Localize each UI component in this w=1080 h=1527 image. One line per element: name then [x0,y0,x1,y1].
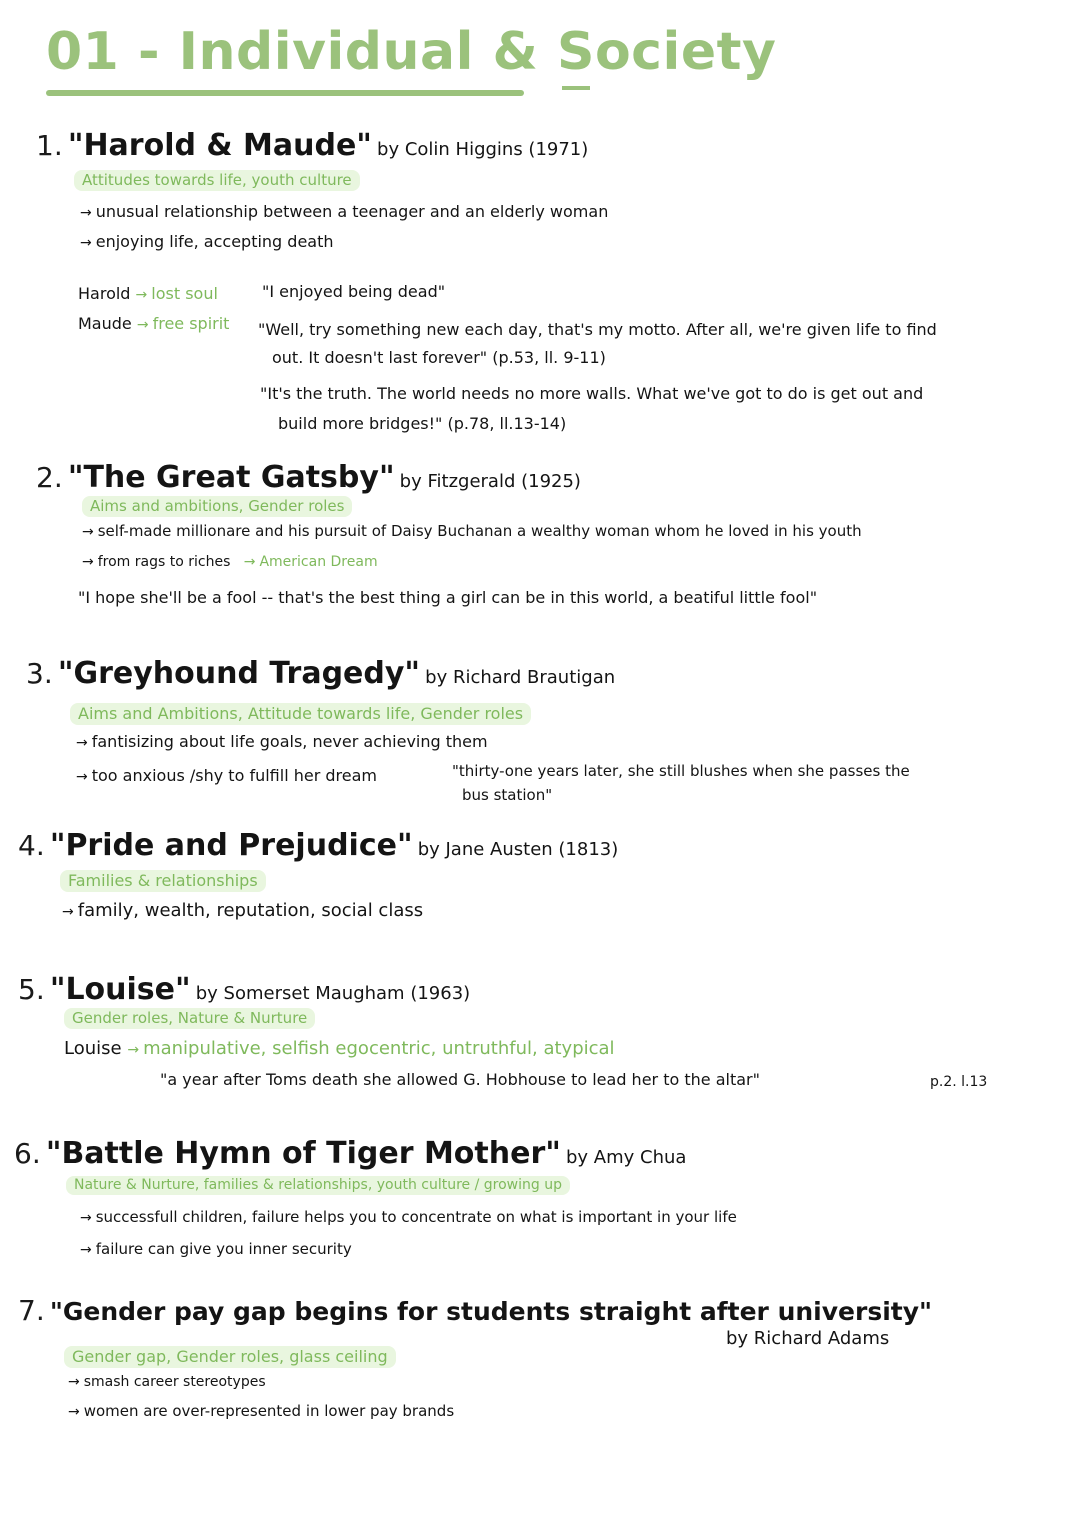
bridges-quote-line-1: "It's the truth. The world needs no more walls. What we've got to do is get out and [260,384,924,403]
work-number: 6. [14,1137,41,1170]
character-name: Maude [78,314,132,333]
arrow-icon: → [80,1242,92,1258]
arrow-icon: → [68,1374,80,1390]
work-1-tags: Attitudes towards life, youth culture [74,170,360,191]
work-2-bullet-2: → from rags to riches → American Dream [82,554,378,570]
work-2-tags: Aims and ambitions, Gender roles [82,496,352,517]
work-title: "Battle Hymn of Tiger Mother" [45,1136,561,1171]
arrow-icon: → [80,235,92,251]
character-name: Louise [64,1038,122,1059]
work-1-bullet-1: → unusual relationship between a teenager and an elderly woman [80,202,609,221]
work-5-page-ref: p.2. l.13 [930,1074,988,1090]
arrow-icon: → [80,205,92,221]
american-dream: American Dream [259,554,378,570]
work-7-tags: Gender gap, Gender roles, glass ceiling [64,1346,396,1368]
arrow-icon: → [68,1404,80,1420]
work-5-tags: Gender roles, Nature & Nurture [64,1008,315,1029]
arrow-icon: → [62,904,74,920]
arrow-icon: → [136,317,149,333]
work-7-bullet-1: → smash career stereotypes [68,1374,266,1390]
work-3-tags: Aims and Ambitions, Attitude towards life, Gender roles [70,703,531,725]
maude-quote: "Well, try something new each day, that's my motto. After all, we're given life to find [258,320,937,339]
work-byline: by Colin Higgins (1971) [377,139,589,160]
work-3-bullet-2: → too anxious /shy to fulfill her dream [76,766,377,785]
maude-quote-continued: out. It doesn't last forever" (p.53, ll. 9-11) [272,348,606,367]
work-byline: by Richard Brautigan [425,667,616,688]
work-3-quote-line-1: "thirty-one years later, she still blushes when she passes the [452,762,910,780]
work-7-heading [18,1294,932,1327]
harold-quote: "I enjoyed being dead" [262,282,446,301]
character-desc: lost soul [151,284,218,303]
work-title: "Pride and Prejudice" [49,828,413,863]
work-4-bullet-1: → family, wealth, reputation, social class [62,900,424,921]
work-byline: by Jane Austen (1813) [417,839,619,860]
work-5-heading [18,972,470,1007]
work-4-tags: Families & relationships [60,870,266,892]
work-3-quote-line-2: bus station" [462,786,553,804]
work-byline: by Somerset Maugham (1963) [195,983,471,1004]
work-title: "Louise" [49,972,191,1007]
character-harold [78,284,218,303]
louise-traits [64,1038,615,1059]
work-number: 7. [18,1294,45,1327]
arrow-icon: → [243,554,256,570]
character-desc: free spirit [152,314,230,333]
character-maude [78,314,229,333]
work-title: "Gender pay gap begins for students straight after university" [49,1297,933,1326]
work-2-quote: "I hope she'll be a fool -- that's the best thing a girl can be in this world, a beatiful little fool" [78,588,818,607]
work-byline: by Amy Chua [565,1147,687,1168]
work-2-heading [36,460,581,495]
work-7-byline: by Richard Adams [726,1328,890,1349]
work-3-heading [26,656,615,691]
page-title: 01 - Individual & Society [46,22,777,82]
work-2-bullet-1: → self-made millionare and his pursuit of Daisy Buchanan a wealthy woman whom he loved in his youth [82,522,862,540]
work-6-tags: Nature & Nurture, families & relationships, youth culture / growing up [66,1176,570,1195]
title-cursor-mark [562,86,590,90]
work-1-heading [36,128,588,163]
arrow-icon: → [76,769,88,785]
work-number: 5. [18,973,45,1006]
work-5-quote: "a year after Toms death she allowed G. Hobhouse to lead her to the altar" [160,1070,760,1089]
bridges-quote-line-2: build more bridges!" (p.78, ll.13-14) [278,414,567,433]
arrow-icon: → [82,524,94,540]
work-6-heading [14,1136,686,1171]
work-number: 2. [36,461,63,494]
work-number: 1. [36,129,63,162]
work-7-bullet-2: → women are over-represented in lower pay brands [68,1402,455,1420]
work-number: 4. [18,829,45,862]
arrow-icon: → [80,1210,92,1226]
work-1-bullet-2: → enjoying life, accepting death [80,232,334,251]
arrow-icon: → [127,1042,140,1058]
work-number: 3. [26,657,53,690]
work-byline: by Fitzgerald (1925) [399,471,581,492]
arrow-icon: → [135,287,148,303]
title-underline [46,90,524,96]
character-name: Harold [78,284,131,303]
character-traits: manipulative, selfish egocentric, untruthful, atypical [143,1038,615,1059]
work-title: "Harold & Maude" [67,128,372,163]
work-title: "Greyhound Tragedy" [57,656,421,691]
arrow-icon: → [82,554,94,570]
work-6-bullet-2: → failure can give you inner security [80,1240,352,1258]
work-title: "The Great Gatsby" [67,460,395,495]
work-4-heading [18,828,618,863]
arrow-icon: → [76,735,88,751]
work-3-bullet-1: → fantisizing about life goals, never achieving them [76,732,488,751]
work-6-bullet-1: → successfull children, failure helps you to concentrate on what is important in your life [80,1208,737,1226]
